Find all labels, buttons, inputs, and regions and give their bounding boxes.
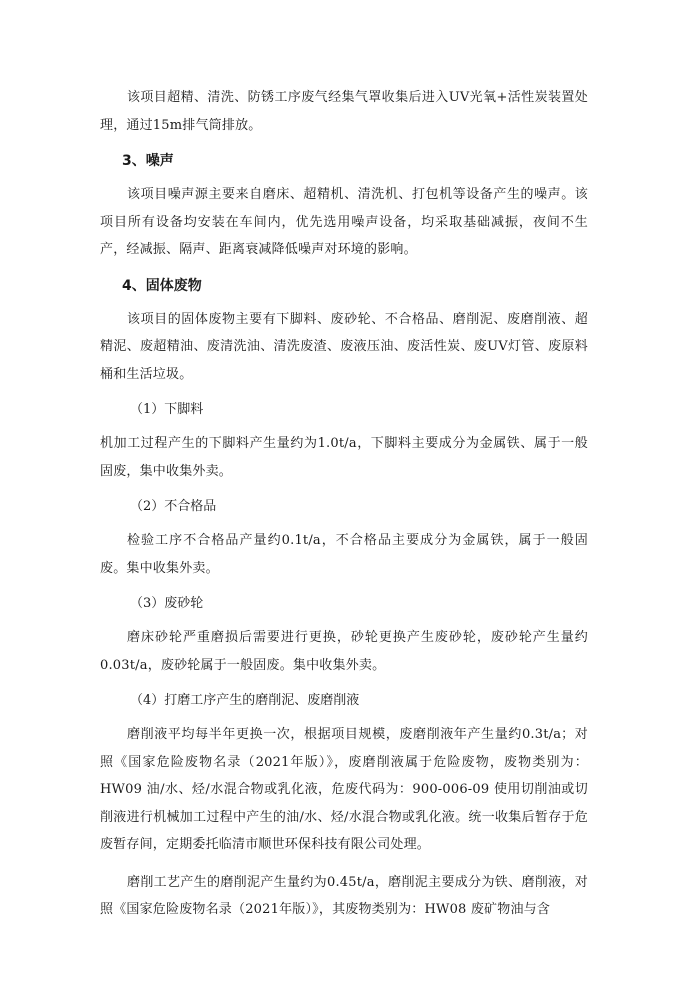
subheading-waste-grinding-wheel: （3）废砂轮 — [130, 596, 204, 611]
paragraph-defective-products: 检验工序不合格品产量约0.1t/a，不合格品主要成分为金属铁，属于一般固废。集中收集外卖。 — [100, 533, 588, 576]
section-heading-solid-waste: 4、固体废物 — [122, 277, 202, 294]
paragraph-solid-waste-overview: 该项目的固体废物主要有下脚料、废砂轮、不合格品、磨削泥、废磨削液、超精泥、废超精油、废清洗油、清洗废渣、废液压油、废活性炭、废UV灯管、废原料桶和生活垃圾。 — [100, 311, 588, 382]
subheading-grinding-sludge: （4）打磨工序产生的磨削泥、废磨削液 — [130, 693, 360, 708]
section-heading-noise: 3、噪声 — [122, 153, 174, 169]
paragraph-noise: 该项目噪声源主要来自磨床、超精机、清洗机、打包机等设备产生的噪声。该项目所有设备均安装在车间内，优先选用噪声设备，均采取基础减振，夜间不生产，经减振、隔声、距离衰减降低噪声对环境的影响。 — [100, 187, 588, 257]
subheading-scrap: （1）下脚料 — [130, 402, 204, 417]
paragraph-grinding-fluid: 磨削液平均每半年更换一次，根据项目规模，废磨削液年产生量约0.3t/a；对照《国家危险废物名录（2021年版）》，废磨削液属于危险废物，废物类别为：HW09 油/水、烃/水混合物或乳化液，危废代码为：900-006-09 使用切削油或切削液进行机械加工过程中产生的油/水、烃/水混合物或乳化液。统一收集后暂存于危废暂存间，定期委托临清市顺世环保科技有限公司处理。 — [100, 727, 588, 852]
paragraph-scrap: 机加工过程产生的下脚料产生量约为1.0t/a，下脚料主要成分为金属铁、属于一般固废，集中收集外卖。 — [100, 436, 588, 479]
subheading-defective-products: （2）不合格品 — [130, 499, 217, 514]
paragraph-waste-grinding-wheel: 磨床砂轮严重磨损后需要进行更换，砂轮更换产生废砂轮，废砂轮产生量约0.03t/a，废砂轮属于一般固废。集中收集外卖。 — [100, 630, 588, 673]
paragraph-exhaust-treatment: 该项目超精、清洗、防锈工序废气经集气罩收集后进入UV光氧+活性炭装置处理，通过15m排气筒排放。 — [100, 90, 588, 133]
paragraph-grinding-sludge: 磨削工艺产生的磨削泥产生量约为0.45t/a，磨削泥主要成分为铁、磨削液，对照《国家危险废物名录（2021年版）》，其废物类别为：HW08 废矿物油与含 — [100, 874, 588, 917]
